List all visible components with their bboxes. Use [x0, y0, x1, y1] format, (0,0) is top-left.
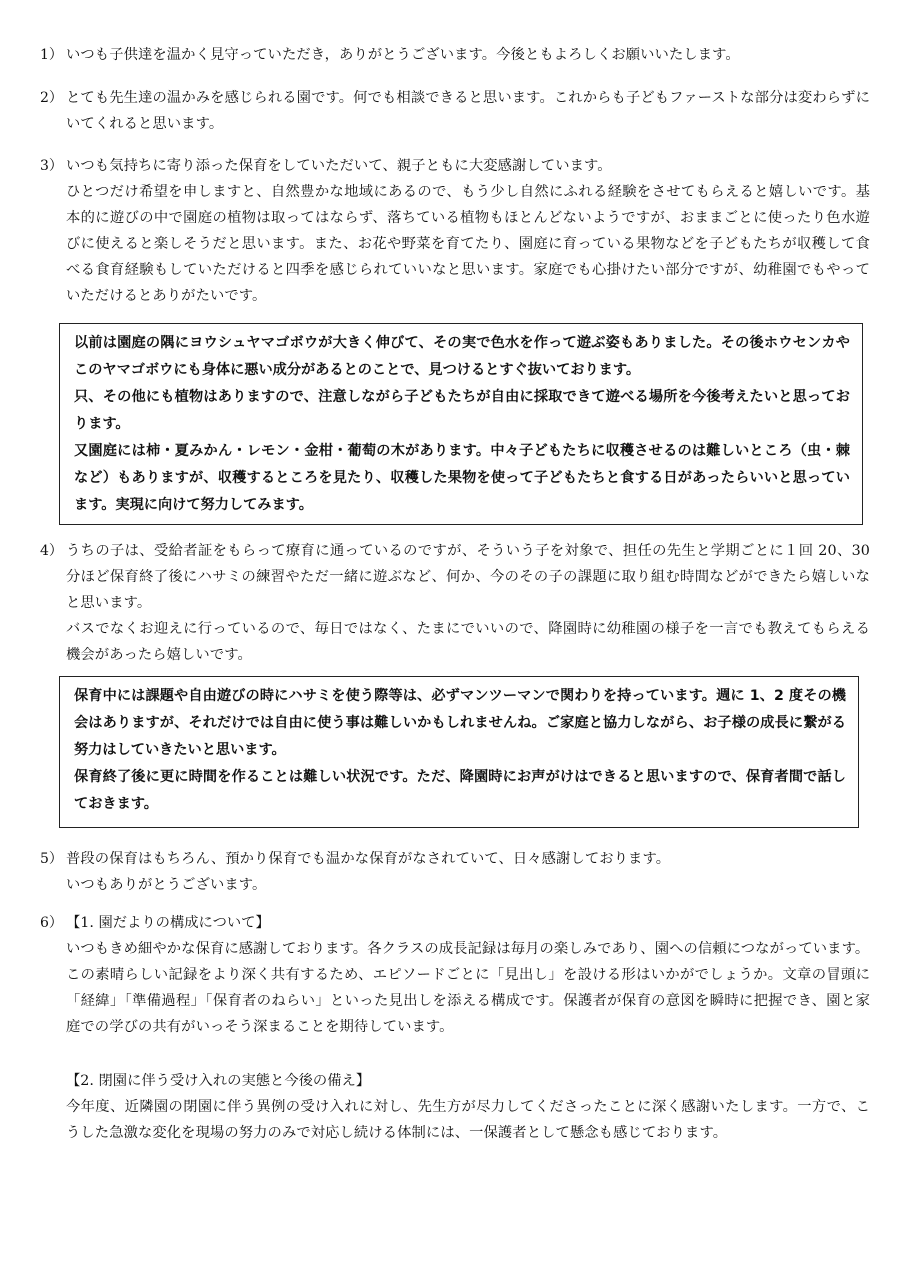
comment-item-2	[30, 85, 870, 137]
comment-paragraph: 今年度、近隣園の閉園に伴う異例の受け入れに対し、先生方が尽力してくださったことに深く感謝いたします。一方で、こうした急激な変化を現場の努力のみで対応し続ける体制には、一保護者として懸念も感じております。	[66, 1099, 870, 1141]
item-content	[66, 538, 870, 668]
item-content	[66, 153, 870, 309]
item-content	[66, 85, 870, 137]
comment-paragraph: いつもありがとうございます。	[66, 877, 267, 893]
response-paragraph: 又園庭には柿・夏みかん・レモン・金柑・葡萄の木があります。中々子どもたちに収穫させるのは難しいところ（虫・棘など）もありますが、収穫するところを見たり、収穫した果物を使って子どもたちと食する日があったらいいと思っています。実現に向けて努力してみます。	[74, 443, 850, 513]
response-paragraph: 只、その他にも植物はありますので、注意しながら子どもたちが自由に採取できて遊べる場所を今後考えたいと思っております。	[74, 389, 850, 432]
comment-paragraph: バスでなくお迎えに行っているので、毎日ではなく、たまにでいいので、降園時に幼稚園の様子を一言でも教えてもらえる機会があったら嬉しいです。	[66, 621, 870, 663]
comment-paragraph: うちの子は、受給者証をもらって療育に通っているのですが、そういう子を対象で、担任の先生と学期ごとに１回 20、30 分ほど保育終了後にハサミの練習やただ一緒に遊ぶなど、何か、今のその子の課題に取り組む時間などができたら嬉しいなと思います。	[66, 543, 870, 611]
comment-paragraph: いつもきめ細やかな保育に感謝しております。各クラスの成長記録は毎月の楽しみであり、園への信頼につながっています。	[66, 941, 870, 957]
item-number: 2）	[40, 90, 63, 106]
response-paragraph: 以前は園庭の隅にヨウシュヤマゴボウが大きく伸びて、その実で色水を作って遊ぶ姿もありました。その後ホウセンカやこのヤマゴボウにも身体に悪い成分があるとのことで、見つけるとすぐ抜いております。	[74, 335, 850, 378]
item-number: 6）	[40, 915, 63, 931]
response-paragraph: 保育中には課題や自由遊びの時にハサミを使う際等は、必ずマンツーマンで関わりを持っています。週に 1、2 度その機会はありますが、それだけでは自由に使う事は難しいかもしれませんね。ご家庭と協力しながら、お子様の成長に繋がる努力はしていきたいと思います。	[74, 688, 846, 758]
section-heading: 【1. 園だよりの構成について】	[66, 915, 270, 931]
item-content	[66, 846, 870, 898]
comment-paragraph: とても先生達の温かみを感じられる園です。何でも相談できると思います。これからも子どもファーストな部分は変わらずにいてくれると思います。	[66, 90, 870, 132]
response-paragraph: 保育終了後に更に時間を作ることは難しい状況です。ただ、降園時にお声がけはできると思いますので、保育者間で話しておきます。	[74, 769, 846, 812]
section-spacer	[66, 1040, 870, 1068]
section-heading: 【2. 閉園に伴う受け入れの実態と今後の備え】	[66, 1073, 371, 1089]
comment-item-5	[30, 846, 870, 898]
response-box-1	[59, 323, 863, 525]
comment-item-1	[30, 42, 870, 68]
comment-paragraph: この素晴らしい記録をより深く共有するため、エピソードごとに「見出し」を設ける形はいかがでしょうか。文章の冒頭に「経緯」「準備過程」「保育者のねらい」といった見出しを添える構成です。保護者が保育の意図を瞬時に把握でき、園と家庭での学びの共有がいっそう深まることを期待しています。	[66, 967, 870, 1035]
item-number: 3）	[40, 158, 63, 174]
comment-paragraph: いつも子供達を温かく見守っていただき，ありがとうございます。今後ともよろしくお願いいたします。	[66, 47, 740, 63]
response-box-2	[59, 676, 859, 828]
item-number: 1）	[40, 47, 63, 63]
item-content	[66, 42, 870, 68]
comment-paragraph: ひとつだけ希望を申しますと、自然豊かな地域にあるので、もう少し自然にふれる経験をさせてもらえると嬉しいです。基本的に遊びの中で園庭の植物は取ってはならず、落ちている植物もほとんどないようですが、おままごとに使ったり色水遊びに使えると楽しそうだと思います。また、お花や野菜を育てたり、園庭に育っている果物などを子どもたちが収穫して食べる食育経験もしていただけると四季を感じられていいなと思います。家庭でも心掛けたい部分ですが、幼稚園でもやっていただけるとありがたいです。	[66, 184, 870, 304]
item-content	[66, 910, 870, 1146]
comment-paragraph: 普段の保育はもちろん、預かり保育でも温かな保育がなされていて、日々感謝しております。	[66, 851, 671, 867]
comment-item-3	[30, 153, 870, 309]
comment-item-4	[30, 538, 870, 668]
comment-item-6	[30, 910, 870, 1146]
item-number: 5）	[40, 851, 63, 867]
item-number: 4）	[40, 543, 63, 559]
comment-paragraph: いつも気持ちに寄り添った保育をしていただいて、親子ともに大変感謝しています。	[66, 158, 612, 174]
